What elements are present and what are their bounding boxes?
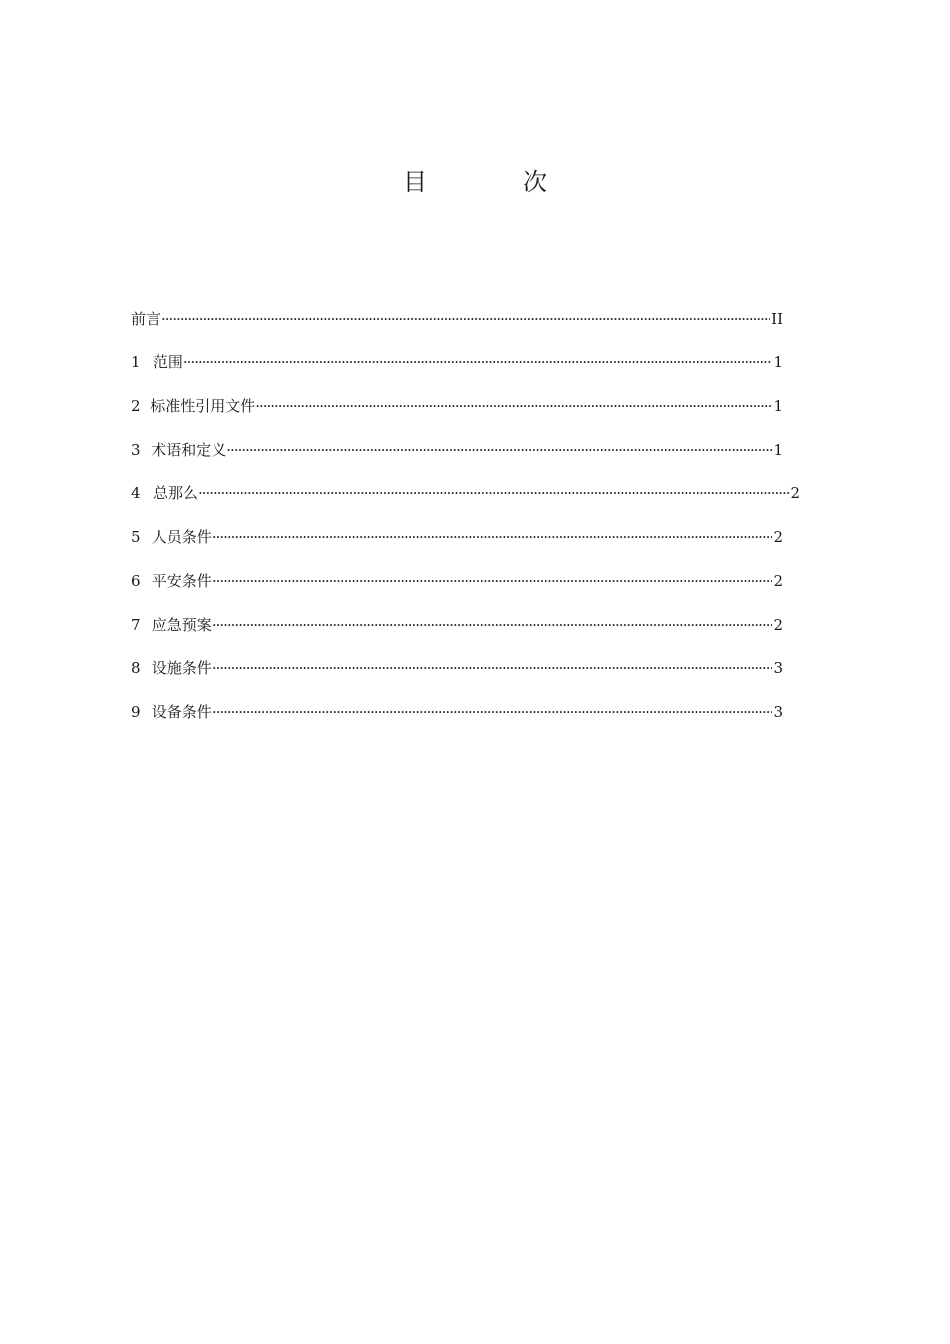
toc-entry-number: 5: [131, 528, 141, 547]
toc-leader-dots: [212, 655, 773, 681]
toc-entry-page: II: [771, 309, 783, 328]
toc-leader-dots: [212, 612, 773, 638]
toc-entry-6[interactable]: [131, 550, 783, 594]
toc-entry-page: 1: [773, 397, 783, 416]
toc-leader-dots: [212, 568, 773, 594]
toc-entry-1[interactable]: [131, 332, 783, 376]
toc-entry-8[interactable]: [131, 638, 783, 682]
toc-entry-number: 9: [131, 702, 141, 721]
toc-entry-page: 3: [773, 702, 783, 721]
toc-entry-5[interactable]: [131, 506, 783, 550]
toc-leader-dots: [161, 306, 770, 332]
toc-entry-label: 范围: [152, 353, 183, 372]
toc-leader-dots: [183, 349, 773, 375]
toc-entry-7[interactable]: [131, 594, 783, 638]
page-title: 目 次: [403, 168, 583, 196]
toc-entry-number: 7: [131, 615, 141, 634]
toc-entry-number: 8: [131, 659, 141, 678]
toc-entry-label: 设备条件: [151, 702, 212, 721]
toc-entry-page: 1: [773, 353, 783, 372]
toc-entry-label: 设施条件: [151, 659, 212, 678]
toc-entry-number: 3: [131, 440, 141, 459]
toc-entry-page: 2: [773, 571, 783, 590]
toc-leader-dots: [226, 437, 772, 463]
toc-entry-9[interactable]: [131, 681, 783, 725]
toc-entry-4[interactable]: [131, 463, 800, 507]
toc-entry-page: 2: [773, 615, 783, 634]
toc-entry-label: 前言: [131, 309, 162, 328]
toc-entry-label: 总那么: [152, 484, 198, 503]
toc-entry-number: 4: [131, 484, 141, 503]
toc-entry-page: 2: [773, 528, 783, 547]
toc-entry-2[interactable]: [131, 375, 783, 419]
toc-entry-preface[interactable]: [131, 288, 783, 332]
toc-leader-dots: [212, 524, 773, 550]
toc-leader-dots: [198, 480, 790, 506]
toc-entry-number: 2: [131, 397, 141, 416]
toc-entry-page: 3: [773, 659, 783, 678]
toc-entry-page: 1: [773, 440, 783, 459]
toc-entry-number: 1: [131, 353, 141, 372]
toc-entry-label: 术语和定义: [151, 440, 227, 459]
toc-entry-page: 2: [790, 484, 800, 503]
toc-entry-label: 应急预案: [151, 615, 212, 634]
toc-entry-number: 6: [131, 571, 141, 590]
toc-entry-label: 人员条件: [151, 528, 212, 547]
toc-leader-dots: [212, 699, 773, 725]
toc-leader-dots: [255, 393, 772, 419]
toc-entry-label: 标准性引用文件: [150, 397, 256, 416]
toc-entry-3[interactable]: [131, 419, 783, 463]
table-of-contents: [131, 288, 803, 725]
toc-entry-label: 平安条件: [151, 571, 212, 590]
